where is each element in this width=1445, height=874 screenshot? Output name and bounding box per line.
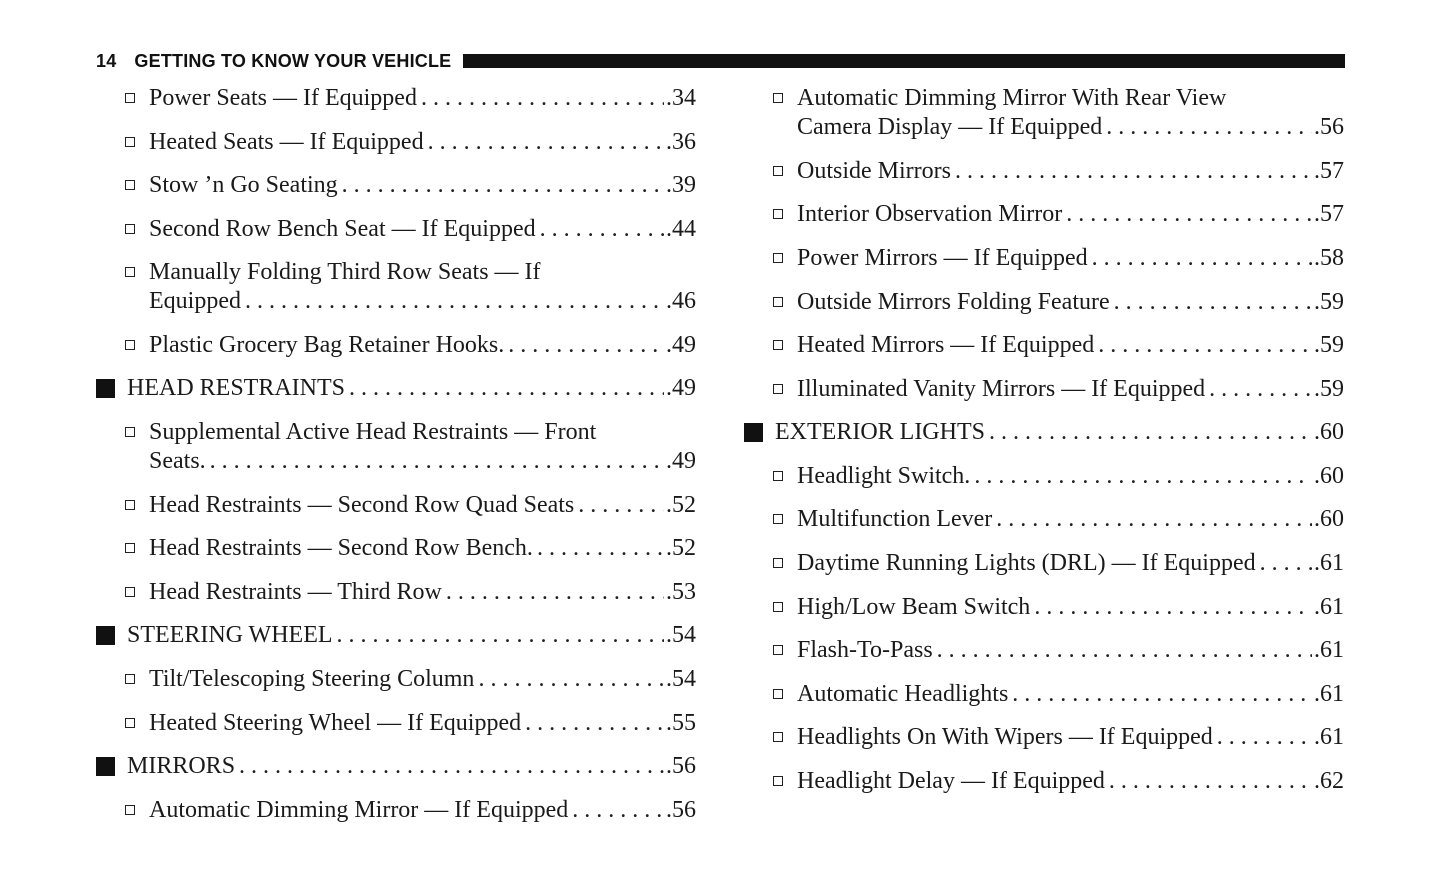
page-number: 14 [96, 50, 117, 71]
toc-page-number: .59 [1314, 332, 1344, 358]
toc-section-heading [96, 621, 696, 650]
open-square-bullet-icon [773, 645, 783, 655]
dot-leader [525, 709, 664, 738]
toc-entry [125, 418, 696, 476]
open-square-bullet-icon [125, 180, 135, 190]
open-square-bullet-icon [773, 297, 783, 307]
toc-entry-title: Interior Observation Mirror [797, 201, 1063, 227]
open-square-bullet-icon [125, 718, 135, 728]
toc-page-number: .44 [666, 216, 696, 242]
open-square-bullet-icon [773, 340, 783, 350]
dot-leader [974, 462, 1312, 491]
toc-entry [773, 767, 1344, 796]
toc-page-number: .59 [1314, 289, 1344, 315]
toc-page-number: .57 [1314, 201, 1344, 227]
toc-entry [125, 128, 696, 157]
dot-leader [421, 84, 664, 113]
dot-leader [996, 505, 1312, 534]
dot-leader [955, 157, 1312, 186]
toc-entry-title: Headlight Switch. [797, 463, 971, 489]
toc-entry-title: Outside Mirrors Folding Feature [797, 289, 1110, 315]
open-square-bullet-icon [773, 689, 783, 699]
toc-entry-title: HEAD RESTRAINTS [127, 375, 346, 401]
toc-entry-title: Power Mirrors — If Equipped [797, 245, 1088, 271]
open-square-bullet-icon [125, 427, 135, 437]
open-square-bullet-icon [773, 253, 783, 263]
dot-leader [578, 491, 664, 520]
open-square-bullet-icon [125, 674, 135, 684]
toc-entry [125, 665, 696, 694]
toc-entry [125, 84, 696, 113]
toc-page-number: .49 [666, 375, 696, 401]
toc-entry-title: Automatic Dimming Mirror With Rear View [797, 85, 1227, 111]
dot-leader [1106, 113, 1312, 142]
toc-page-number: .58 [1314, 245, 1344, 271]
toc-page-number: .52 [666, 492, 696, 518]
toc-page-number: .55 [666, 710, 696, 736]
toc-page-number: .49 [666, 332, 696, 358]
open-square-bullet-icon [773, 514, 783, 524]
header-rule [463, 54, 1345, 68]
open-square-bullet-icon [125, 500, 135, 510]
toc-entry [125, 534, 696, 563]
toc-entry-title: Heated Mirrors — If Equipped [797, 332, 1095, 358]
toc-entry-title: Stow ’n Go Seating [149, 172, 338, 198]
toc-entry-title: Automatic Dimming Mirror — If Equipped [149, 797, 569, 823]
toc-page-number: .62 [1314, 768, 1344, 794]
toc-page-number: .60 [1314, 419, 1344, 445]
toc-entry [773, 331, 1344, 360]
open-square-bullet-icon [125, 587, 135, 597]
toc-entry-title: MIRRORS [127, 753, 236, 779]
dot-leader [1109, 767, 1312, 796]
dot-leader [1217, 723, 1312, 752]
dot-leader [1114, 288, 1312, 317]
toc-page-number: .61 [1314, 637, 1344, 663]
dot-leader [245, 287, 664, 316]
dot-leader [540, 215, 664, 244]
dot-leader [1209, 375, 1312, 404]
toc-entry-title: Second Row Bench Seat — If Equipped [149, 216, 536, 242]
toc-entry-title: Illuminated Vanity Mirrors — If Equipped [797, 376, 1206, 402]
toc-entry-title: Camera Display — If Equipped [797, 114, 1103, 140]
toc-entry-title: Heated Seats — If Equipped [149, 129, 424, 155]
toc-entry [773, 549, 1344, 578]
toc-page-number: .59 [1314, 376, 1344, 402]
toc-entry [125, 796, 696, 825]
toc-entry [773, 84, 1344, 142]
toc-entry-title: Automatic Headlights [797, 681, 1009, 707]
toc-page-number: .61 [1314, 550, 1344, 576]
toc-section-heading [744, 418, 1344, 447]
toc-page-number: .61 [1314, 594, 1344, 620]
toc-entry-title: Heated Steering Wheel — If Equipped [149, 710, 522, 736]
solid-square-bullet-icon [96, 757, 115, 776]
dot-leader [478, 665, 664, 694]
open-square-bullet-icon [773, 166, 783, 176]
open-square-bullet-icon [125, 137, 135, 147]
open-square-bullet-icon [773, 209, 783, 219]
toc-entry-title: STEERING WHEEL [127, 622, 333, 648]
open-square-bullet-icon [125, 93, 135, 103]
toc-page-number: .61 [1314, 681, 1344, 707]
toc-entry [773, 593, 1344, 622]
dot-leader [508, 331, 664, 360]
open-square-bullet-icon [125, 224, 135, 234]
toc-entry-title: Head Restraints — Third Row [149, 579, 442, 605]
toc-page-number: .54 [666, 666, 696, 692]
toc-page-number: .53 [666, 579, 696, 605]
toc-entry-title: Tilt/Telescoping Steering Column [149, 666, 475, 692]
toc-entry [125, 215, 696, 244]
toc-entry-title: Headlight Delay — If Equipped [797, 768, 1105, 794]
dot-leader [572, 796, 664, 825]
dot-leader [1098, 331, 1312, 360]
toc-section-heading [96, 374, 696, 403]
open-square-bullet-icon [773, 471, 783, 481]
dot-leader [239, 752, 664, 781]
dot-leader [1012, 680, 1312, 709]
toc-page-number: .60 [1314, 506, 1344, 532]
dot-leader [349, 374, 664, 403]
toc-entry-title: Multifunction Lever [797, 506, 993, 532]
page-header [96, 49, 1345, 73]
open-square-bullet-icon [773, 602, 783, 612]
toc-entry-title: High/Low Beam Switch [797, 594, 1031, 620]
solid-square-bullet-icon [96, 379, 115, 398]
toc-entry-title: Outside Mirrors [797, 158, 951, 184]
toc-entry-title: Supplemental Active Head Restraints — Front [149, 419, 597, 445]
open-square-bullet-icon [773, 776, 783, 786]
toc-entry [773, 680, 1344, 709]
dot-leader [1092, 244, 1312, 273]
toc-page-number: .49 [666, 448, 696, 474]
toc-page-number: .54 [666, 622, 696, 648]
toc-entry [773, 636, 1344, 665]
toc-entry-title: Equipped [149, 288, 241, 314]
dot-leader [337, 621, 664, 650]
dot-leader [1066, 200, 1312, 229]
toc-page-number: .60 [1314, 463, 1344, 489]
toc-page-number: .34 [666, 85, 696, 111]
toc-entry-title: Head Restraints — Second Row Quad Seats [149, 492, 575, 518]
dot-leader [1260, 549, 1312, 578]
toc-entry [125, 578, 696, 607]
toc-entry [773, 505, 1344, 534]
toc-page-number: .36 [666, 129, 696, 155]
toc-entry-title: Flash-To-Pass [797, 637, 933, 663]
dot-leader [446, 578, 664, 607]
toc-entry [125, 709, 696, 738]
toc-entry [773, 375, 1344, 404]
toc-page-number: .46 [666, 288, 696, 314]
open-square-bullet-icon [773, 732, 783, 742]
toc-section-heading [96, 752, 696, 781]
toc-entry [125, 331, 696, 360]
open-square-bullet-icon [773, 558, 783, 568]
toc-entry [773, 462, 1344, 491]
toc-page-number: .39 [666, 172, 696, 198]
dot-leader [1034, 593, 1312, 622]
dot-leader [342, 171, 664, 200]
solid-square-bullet-icon [744, 423, 763, 442]
section-title: GETTING TO KNOW YOUR VEHICLE [134, 50, 452, 71]
toc-entry [773, 288, 1344, 317]
toc-page-number: .57 [1314, 158, 1344, 184]
open-square-bullet-icon [125, 340, 135, 350]
open-square-bullet-icon [125, 805, 135, 815]
toc-entry [125, 491, 696, 520]
toc-entry [773, 244, 1344, 273]
toc-page-number: .61 [1314, 724, 1344, 750]
toc-page-number: .56 [666, 753, 696, 779]
toc-entry [125, 171, 696, 200]
toc-entry-title: Daytime Running Lights (DRL) — If Equipped [797, 550, 1256, 576]
toc-page-number: .56 [666, 797, 696, 823]
toc-entry-title: Seats. [149, 448, 206, 474]
dot-leader [428, 128, 664, 157]
toc-entry [773, 157, 1344, 186]
toc-entry [125, 258, 696, 316]
toc-entry-title: Power Seats — If Equipped [149, 85, 417, 111]
open-square-bullet-icon [125, 543, 135, 553]
open-square-bullet-icon [773, 93, 783, 103]
dot-leader [989, 418, 1312, 447]
toc-entry [773, 723, 1344, 752]
toc-entry-title: Head Restraints — Second Row Bench. [149, 535, 533, 561]
open-square-bullet-icon [773, 384, 783, 394]
toc-page-number: .52 [666, 535, 696, 561]
dot-leader [210, 447, 664, 476]
toc-entry [773, 200, 1344, 229]
toc-page-number: .56 [1314, 114, 1344, 140]
toc-entry-title: EXTERIOR LIGHTS [775, 419, 985, 445]
dot-leader [537, 534, 664, 563]
solid-square-bullet-icon [96, 626, 115, 645]
toc-entry-title: Headlights On With Wipers — If Equipped [797, 724, 1213, 750]
toc-entry-title: Plastic Grocery Bag Retainer Hooks. [149, 332, 505, 358]
toc-entry-title: Manually Folding Third Row Seats — If [149, 259, 541, 285]
open-square-bullet-icon [125, 267, 135, 277]
dot-leader [937, 636, 1312, 665]
